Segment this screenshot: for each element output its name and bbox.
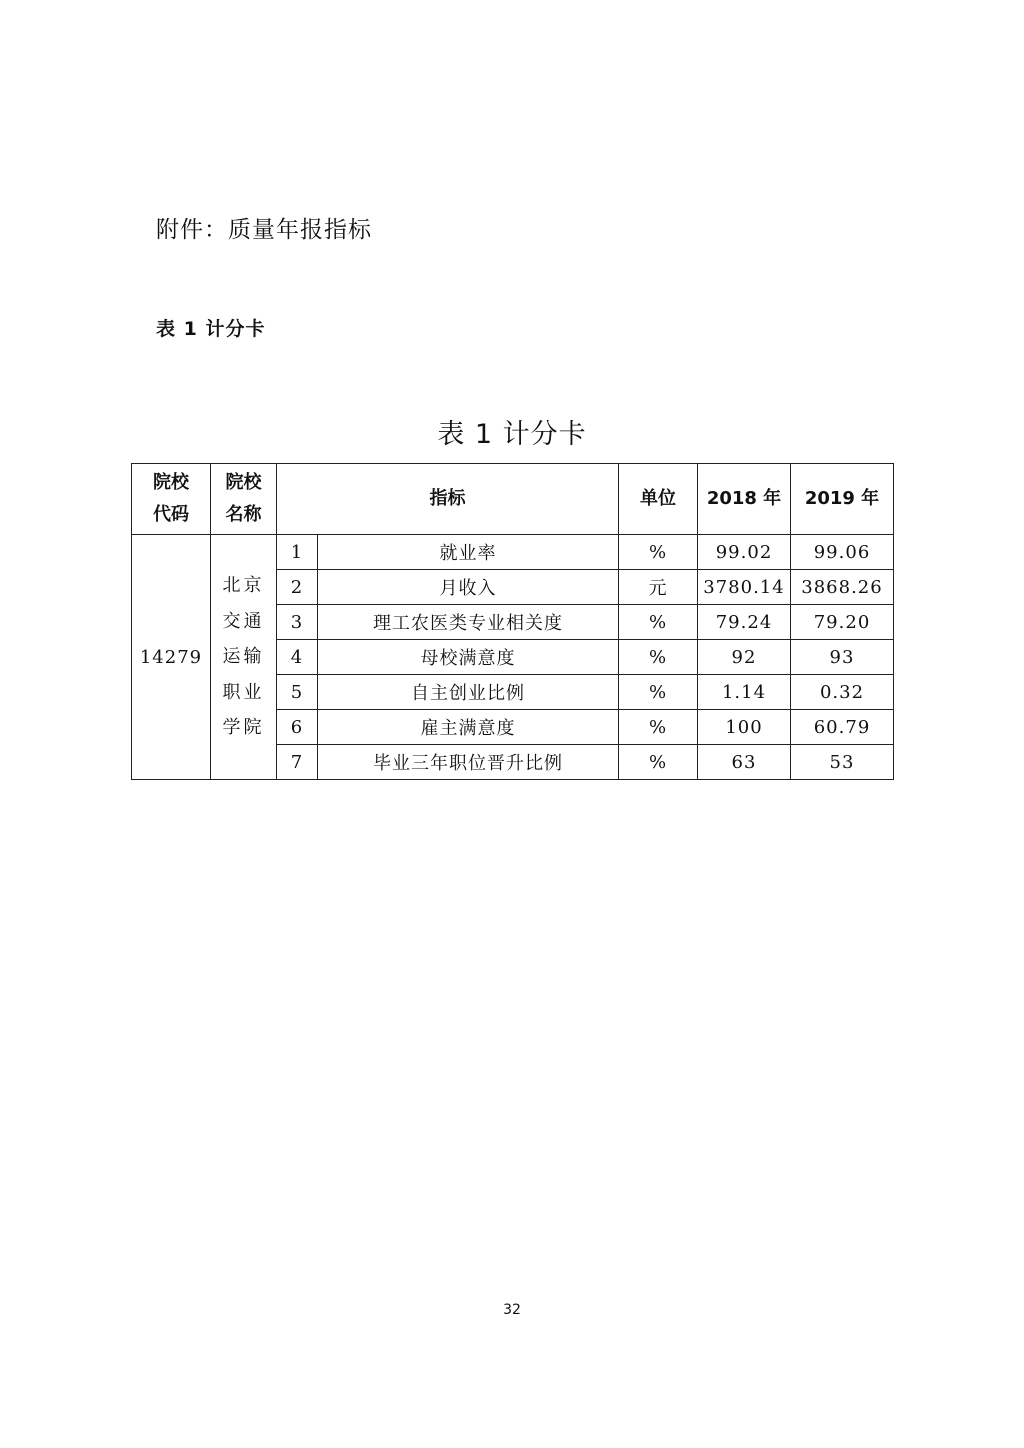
- value-2019-cell: 0.32: [791, 675, 894, 710]
- unit-cell: %: [619, 605, 698, 640]
- value-2019-cell: 99.06: [791, 535, 894, 570]
- indicator-cell: 月收入: [318, 570, 619, 605]
- value-2019-cell: 93: [791, 640, 894, 675]
- value-2019-cell: 79.20: [791, 605, 894, 640]
- school-name-line: 北京: [222, 575, 265, 597]
- header-2019: 2019 年: [791, 464, 894, 535]
- indicator-cell: 雇主满意度: [318, 710, 619, 745]
- table-caption: 表 1 计分卡: [437, 419, 587, 450]
- row-number-cell: 3: [277, 605, 318, 640]
- unit-cell: %: [619, 640, 698, 675]
- school-code-cell: 14279: [132, 535, 211, 780]
- value-2018-cell: 79.24: [698, 605, 791, 640]
- row-number-cell: 1: [277, 535, 318, 570]
- row-number-cell: 6: [277, 710, 318, 745]
- indicator-cell: 理工农医类专业相关度: [318, 605, 619, 640]
- header-school-name: 院校 名称: [211, 464, 277, 535]
- header-school-code: 院校 代码: [132, 464, 211, 535]
- indicator-cell: 就业率: [318, 535, 619, 570]
- school-name-line: 交通: [222, 610, 265, 632]
- table-row: [132, 535, 894, 570]
- unit-cell: %: [619, 710, 698, 745]
- attachment-title: 附件：质量年报指标: [156, 217, 372, 243]
- unit-cell: 元: [619, 570, 698, 605]
- section-heading: 表 1 计分卡: [156, 318, 266, 340]
- indicator-cell: 自主创业比例: [318, 675, 619, 710]
- indicator-cell: 母校满意度: [318, 640, 619, 675]
- school-name-line: 学院: [222, 717, 265, 739]
- school-name-cell: [211, 535, 277, 780]
- row-number-cell: 7: [277, 745, 318, 780]
- unit-cell: %: [619, 535, 698, 570]
- score-card-table: [131, 463, 894, 780]
- row-number-cell: 4: [277, 640, 318, 675]
- school-name-line: 运输: [222, 646, 265, 668]
- unit-cell: %: [619, 745, 698, 780]
- page-number: 32: [503, 1302, 521, 1318]
- table-header-row: [132, 464, 894, 535]
- row-number-cell: 5: [277, 675, 318, 710]
- value-2018-cell: 3780.14: [698, 570, 791, 605]
- indicator-cell: 毕业三年职位晋升比例: [318, 745, 619, 780]
- header-indicator: 指标: [277, 464, 619, 535]
- value-2019-cell: 3868.26: [791, 570, 894, 605]
- value-2019-cell: 53: [791, 745, 894, 780]
- school-name-line: 职业: [222, 681, 265, 703]
- unit-cell: %: [619, 675, 698, 710]
- value-2019-cell: 60.79: [791, 710, 894, 745]
- value-2018-cell: 92: [698, 640, 791, 675]
- value-2018-cell: 99.02: [698, 535, 791, 570]
- header-2018: 2018 年: [698, 464, 791, 535]
- row-number-cell: 2: [277, 570, 318, 605]
- value-2018-cell: 63: [698, 745, 791, 780]
- value-2018-cell: 1.14: [698, 675, 791, 710]
- header-unit: 单位: [619, 464, 698, 535]
- value-2018-cell: 100: [698, 710, 791, 745]
